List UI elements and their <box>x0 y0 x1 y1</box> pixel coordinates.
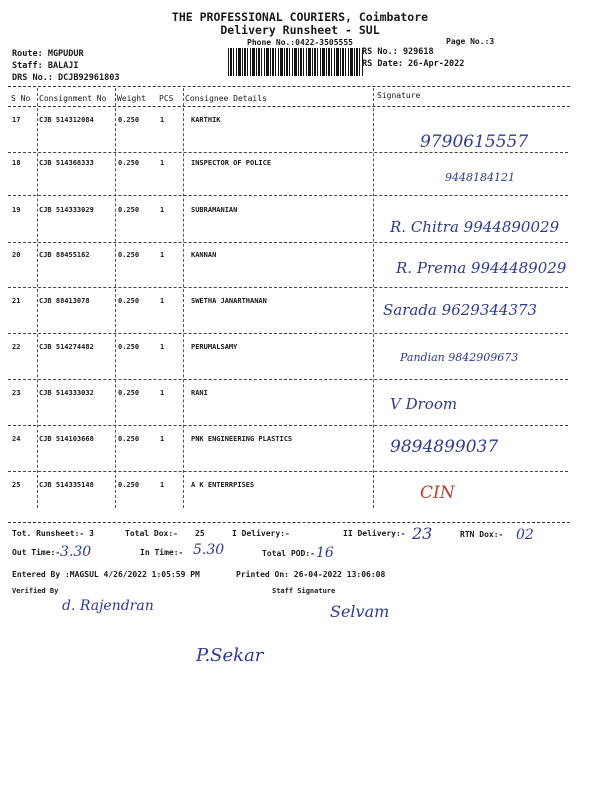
col-header-sno: S No <box>11 94 31 103</box>
page-number: Page No.:3 <box>446 37 495 46</box>
cell-weight: 0.250 <box>118 481 140 489</box>
row-divider <box>8 152 568 153</box>
table-row <box>0 116 600 162</box>
out-time-value: 3.30 <box>60 544 92 560</box>
table-row <box>0 159 600 205</box>
signature-handwriting: 9448184121 <box>445 171 515 184</box>
cell-consignee: SUBRAMANIAN <box>191 206 238 214</box>
runsheet-subtitle: Delivery Runsheet - SUL <box>220 23 380 37</box>
phone-number: Phone No.:0422-3505555 <box>247 38 353 47</box>
header-bottom-rule <box>8 106 570 107</box>
barcode-image <box>228 48 363 76</box>
i-delivery-label: I Delivery:- <box>232 529 290 538</box>
cell-pcs: 1 <box>160 251 165 259</box>
row-divider <box>8 379 568 380</box>
col-header-consignee: Consignee Details <box>185 94 267 103</box>
signature-handwriting: R. Prema 9944489029 <box>396 259 567 277</box>
out-time-label: Out Time:- <box>12 548 61 557</box>
printed-on: Printed On: 26-04-2022 13:06:08 <box>236 570 386 579</box>
table-row <box>0 389 600 435</box>
cell-sno: 22 <box>12 343 21 351</box>
in-time-label: In Time:- <box>140 548 184 557</box>
extra-signature: P.Sekar <box>196 645 264 666</box>
ii-delivery-value: 23 <box>412 524 433 543</box>
cell-consignment: CJB 514312084 <box>39 116 94 124</box>
cell-consignee: SWETHA JANARTHANAN <box>191 297 267 305</box>
signature-handwriting: Sarada 9629344373 <box>383 301 538 319</box>
cell-consignment: CJB 514274482 <box>39 343 94 351</box>
cell-consignee: RANI <box>191 389 208 397</box>
route-label: Route: MGPUDUR <box>12 49 84 59</box>
cell-pcs: 1 <box>160 159 165 167</box>
total-pod-label: Total POD:- <box>262 549 315 558</box>
cell-sno: 25 <box>12 481 21 489</box>
tot-runsheet: Tot. Runsheet:- 3 <box>12 529 94 538</box>
table-row <box>0 206 600 252</box>
rs-date: RS Date: 26-Apr-2022 <box>362 59 465 69</box>
signature-handwriting: 9790615557 <box>420 132 529 152</box>
cell-weight: 0.250 <box>118 389 140 397</box>
staff-signature: Selvam <box>330 602 390 621</box>
staff-signature-label: Staff Signature <box>272 587 336 595</box>
table-row <box>0 343 600 389</box>
col-header-consignment: Consignment No <box>39 94 107 103</box>
company-title: THE PROFESSIONAL COURIERS, Coimbatore <box>171 10 429 24</box>
cell-pcs: 1 <box>160 343 165 351</box>
cell-weight: 0.250 <box>118 116 140 124</box>
total-dox-value: 25 <box>195 529 205 538</box>
cell-consignment: CJB 514335148 <box>39 481 94 489</box>
in-time-value: 5.30 <box>193 542 225 558</box>
cell-weight: 0.250 <box>118 343 140 351</box>
drs-number: DRS No.: DCJB92961803 <box>12 73 120 83</box>
table-row <box>0 251 600 297</box>
col-header-weight: Weight <box>117 94 146 103</box>
col-header-pcs: PCS <box>159 94 174 103</box>
total-pod-value: 16 <box>316 545 334 561</box>
cell-pcs: 1 <box>160 481 165 489</box>
verified-by-label: Verified By <box>12 587 59 595</box>
staff-label: Staff: BALAJI <box>12 61 79 71</box>
entered-by: Entered By :MAGSUL 4/26/2022 1:05:59 PM <box>12 570 200 579</box>
row-divider <box>8 471 568 472</box>
cell-consignment: CJB 88413078 <box>39 297 90 305</box>
table-row <box>0 481 600 527</box>
cell-consignee: PNK ENGINEERING PLASTICS <box>191 435 293 443</box>
row-divider <box>8 242 568 243</box>
rs-number: RS No.: 929618 <box>362 47 434 57</box>
verifier-signature: d. Rajendran <box>62 598 154 614</box>
signature-handwriting: V Droom <box>390 395 458 413</box>
cell-weight: 0.250 <box>118 251 140 259</box>
signature-handwriting: 9894899037 <box>390 437 499 457</box>
cell-sno: 20 <box>12 251 21 259</box>
signature-handwriting: R. Chitra 9944890029 <box>390 218 560 236</box>
cell-weight: 0.250 <box>118 159 140 167</box>
cell-consignment: CJB 88455162 <box>39 251 90 259</box>
table-top-rule <box>8 86 570 87</box>
cell-pcs: 1 <box>160 116 165 124</box>
row-divider <box>8 333 568 334</box>
cell-sno: 17 <box>12 116 21 124</box>
table-row <box>0 435 600 481</box>
ii-delivery-label: II Delivery:- <box>343 529 406 538</box>
total-dox-label: Total Dox:- <box>125 529 178 538</box>
rtn-dox-value: 02 <box>516 527 534 543</box>
table-row <box>0 297 600 343</box>
cell-sno: 21 <box>12 297 21 305</box>
cell-pcs: 1 <box>160 297 165 305</box>
cell-sno: 24 <box>12 435 21 443</box>
cell-sno: 18 <box>12 159 21 167</box>
col-header-signature: Signature <box>377 91 421 100</box>
cell-pcs: 1 <box>160 389 165 397</box>
cell-consignment: CJB 514333029 <box>39 206 94 214</box>
row-divider <box>8 425 568 426</box>
cell-weight: 0.250 <box>118 297 140 305</box>
cell-consignee: PERUMALSAMY <box>191 343 238 351</box>
cell-sno: 23 <box>12 389 21 397</box>
cell-sno: 19 <box>12 206 21 214</box>
cell-consignee: KARTHIK <box>191 116 221 124</box>
cell-weight: 0.250 <box>118 435 140 443</box>
rtn-dox-label: RTN Dox:- <box>460 530 504 539</box>
cell-consignment: CJB 514103668 <box>39 435 94 443</box>
signature-handwriting: Pandian 9842909673 <box>400 351 519 364</box>
cell-pcs: 1 <box>160 206 165 214</box>
row-divider <box>8 195 568 196</box>
cell-consignee: INSPECTOR OF POLICE <box>191 159 272 167</box>
cell-consignment: CJB 514368333 <box>39 159 94 167</box>
cell-pcs: 1 <box>160 435 165 443</box>
signature-handwriting: CIN <box>420 483 455 503</box>
cell-consignment: CJB 514333032 <box>39 389 94 397</box>
cell-consignee: KANNAN <box>191 251 217 259</box>
cell-weight: 0.250 <box>118 206 140 214</box>
cell-consignee: A K ENTERRPISES <box>191 481 255 489</box>
table-bottom-rule <box>8 522 570 523</box>
row-divider <box>8 287 568 288</box>
